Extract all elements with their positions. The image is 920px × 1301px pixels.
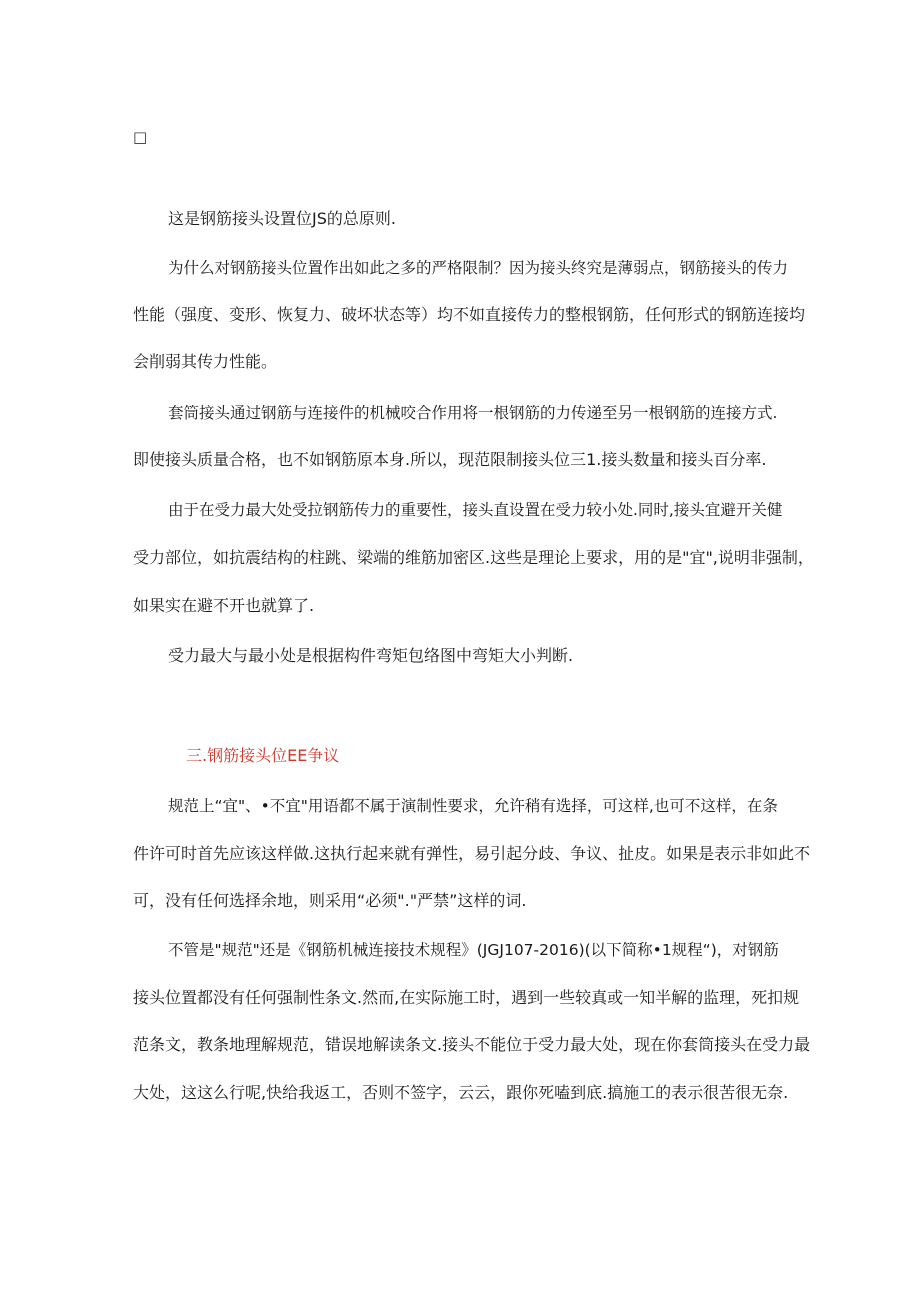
- paragraph-1-line-1: 这是钢筋接头设置位JS的总原则.: [168, 209, 396, 228]
- paragraph-6-line-1: 规范上“宜"、•不宜"用语都不属于演制性要求，允许稍有选择，可这样,也可不这样，在条: [168, 797, 778, 815]
- paragraph-7-line-1: 不管是"规范"还是《钢筋机械连接技术规程》(JGJ107-2016)(以下简称•1规程“)，对钢筋: [168, 941, 779, 959]
- paragraph-7-line-3: 范条文，教条地理解规范，错误地解读条文.接头不能位于受力最大处，现在你套筒接头在受力最: [133, 1035, 811, 1054]
- paragraph-6-line-2: 件许可时首先应该这样做.这执行起来就有弹性，易引起分歧、争议、扯皮。如果是表示非如此不: [133, 844, 811, 863]
- paragraph-3-line-1: 套筒接头通过钢筋与连接件的机械咬合作用将一根钢筋的力传递至另一根钢筋的连接方式.: [168, 404, 778, 422]
- section-heading: 三.钢筋接头位EE争议: [186, 746, 340, 765]
- paragraph-4-line-3: 如果实在避不开也就算了.: [133, 596, 315, 615]
- paragraph-7-line-4: 大处，这这么行呢,快给我返工，否则不签字，云云，跟你死嗑到底.搞施工的表示很苦很无奈.: [133, 1083, 789, 1102]
- paragraph-2-line-1: 为什么对钢筋接头位置作出如此之多的严格限制？因为接头终究是薄弱点，钢筋接头的传力: [168, 259, 789, 277]
- paragraph-3-line-2: 即使接头质量合格，也不如钢筋原本身.所以，现范限制接头位三1.接头数量和接头百分率.: [133, 450, 767, 469]
- paragraph-4-line-1: 由于在受力最大处受拉钢筋传力的重要性，接头直设置在受力较小处.同时,接头宜避开关健: [168, 501, 783, 519]
- bullet-marker: □: [133, 128, 148, 146]
- paragraph-2-line-2: 性能（强度、变形、恢复力、破坏状态等）均不如直接传力的整根钢筋，任何形式的钢筋连接均: [133, 305, 806, 324]
- paragraph-2-line-3: 会削弱其传力性能。: [133, 352, 278, 371]
- paragraph-6-line-3: 可，没有任何选择余地，则采用“必须"."严禁”这样的词.: [133, 891, 527, 910]
- paragraph-4-line-2: 受力部位，如抗震结构的柱跳、梁端的维筋加密区.这些是理论上要求，用的是"宜",说明非强制，: [133, 548, 814, 567]
- paragraph-7-line-2: 接头位置都没有任何强制性条文.然而,在实际施工时，遇到一些较真或一知半解的监理，死扣规: [133, 988, 800, 1007]
- paragraph-5-line-1: 受力最大与最小处是根据构件弯矩包络图中弯矩大小判断.: [168, 646, 574, 665]
